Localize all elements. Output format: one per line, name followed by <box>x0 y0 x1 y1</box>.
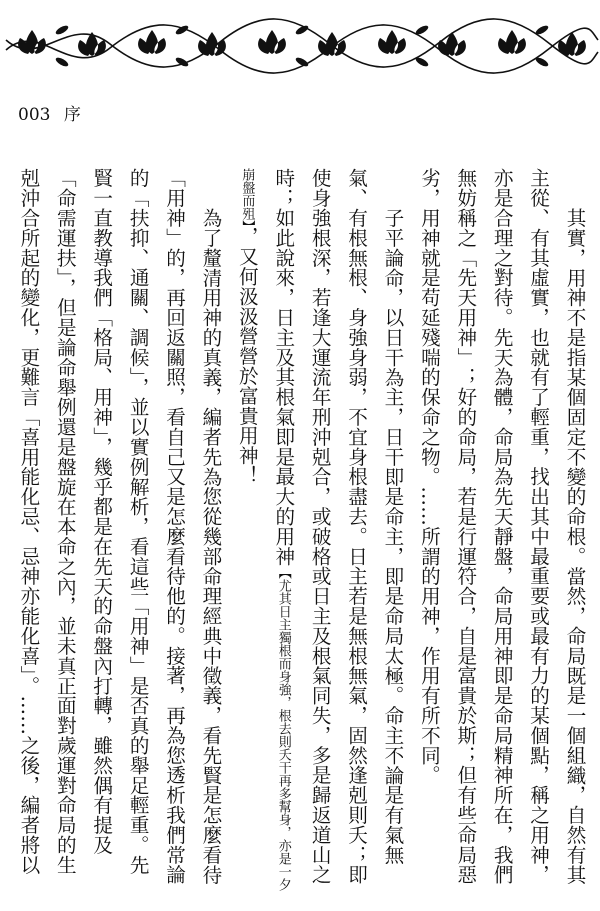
paragraph <box>228 168 410 893</box>
lotus-flower-icon <box>318 32 346 56</box>
lotus-flower-icon <box>258 30 286 54</box>
lotus-flower-icon <box>378 30 406 54</box>
paragraph-text-tail: ，又何汲汲營營於富貴用神！ <box>235 226 259 486</box>
lotus-flower-icon <box>18 30 46 54</box>
section-title: 序 <box>63 105 81 125</box>
paragraph <box>410 168 592 893</box>
lotus-flower-icon <box>78 32 106 56</box>
paragraph-text: 其實，用神不是指某個固定不變的命根。當然，命局既是一個組織，自然有其主從、有其虛實，也就有了輕重，找出其中最重要或最有力的某個點，稱之用神，亦是合理之對待。先天為體，命局為先天靜盤，命局用神即是命局精神所在，我們無妨稱之「先天用神」；好的命局，若是行運符合，自是富貴於斯；但有些命局惡劣，用神就是苟延殘喘的保命之物。……所謂的用神，作用有所不同。 <box>417 168 586 885</box>
inline-annotation: 【尤其日主獨根而身強，根去則夭干再多幫身，亦是一夕崩盤而殂】 <box>239 168 291 891</box>
lotus-flower-icon <box>438 32 466 56</box>
lotus-flower-icon <box>498 30 526 54</box>
body-text <box>8 168 592 893</box>
paragraph <box>10 168 228 893</box>
lotus-flower-icon <box>558 32 586 56</box>
floral-border-ornament <box>0 0 600 90</box>
leaf-icon <box>54 24 549 68</box>
paragraph-text: 子平論命，以日干為主，日干即是命主，即是命局太極。命主不論是有氣無氣、有根無根、身強身弱，不宜身根盡去。日主若是無根無氣，固然逢剋則夭；即使身強根深，若逢大運流年刑沖剋合，或破格或日主及根氣同失，多是歸返道山之時；如此說來，日主及其根氣即是最大的用神 <box>271 168 404 885</box>
lotus-flower-icon <box>138 30 166 54</box>
page-header <box>18 100 81 125</box>
paragraph-text: 為了釐清用神的真義，編者先為您從幾部命理經典中徵義，看先賢是怎麼看待「用神」的，再回返關照，看自己又是怎麼看待他的。接著，再為您透析我們常論的「扶抑、通關、調候」，並以實例解析，看這些「用神」是否真的舉足輕重。先賢一直教導我們「格局、用神」，幾乎都是在先天的命盤內打轉，雖然偶有提及「命需運扶」，但是論命舉例還是盤旋在本命之內，並未真正面對歲運對命局的生剋沖合所起的變化，更難言「喜用能化忌、忌神亦能化喜」。……之後，編者將以 <box>16 168 222 885</box>
page-number: 003 <box>18 105 51 125</box>
lotus-flower-icon <box>198 32 226 56</box>
